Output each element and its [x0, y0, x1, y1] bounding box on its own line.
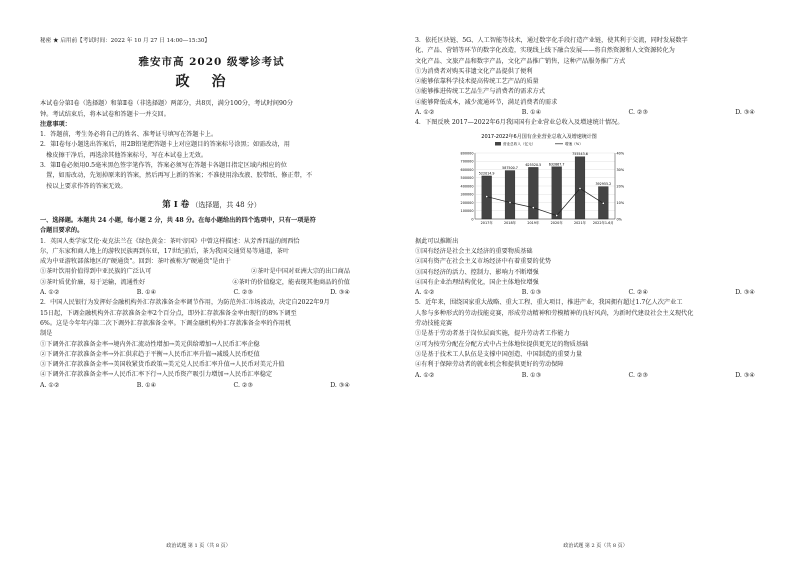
y2-tick-label: 10%: [616, 200, 625, 205]
q3-option: ②能够依靠科学技术提高传统工艺产品的质量: [415, 78, 539, 86]
instruction-line: 合题目要求的。: [40, 227, 84, 235]
note-line: 3．第Ⅱ卷必须用0.5毫米黑色签字笔作答，答案必须写在答题卡各题目指定区域内相应的位: [40, 162, 287, 170]
y2-tick-label: 20%: [616, 183, 625, 188]
section-subtitle: （选择题，共 48 分）: [191, 200, 261, 209]
x-tick-label: 2019年: [527, 220, 540, 225]
growth-series-line: [487, 188, 604, 215]
growth-point: [602, 202, 604, 204]
note-line: 按以上要求作答的答案无效。: [40, 182, 127, 190]
q1-option: ④茶叶的价值稳定，能表现其他商品的价值: [232, 278, 350, 286]
chart-title: 2017-2022年6月国有企业营业总收入及增速统计图: [481, 133, 597, 140]
bar-value-label: 392955.2: [595, 181, 612, 186]
q5-answer-c: C. ②③: [628, 371, 648, 379]
q3-stem: 文化产品、文旅产品和数字产品，文化产品推广销售，这种产品服务推广方式: [415, 57, 626, 65]
q4-answer-a: A. ①②: [415, 289, 435, 297]
x-tick-label: 2021年: [573, 220, 587, 225]
q5-answer-row: [415, 371, 755, 381]
intro-line: 本试卷分第Ⅰ卷（选择题）和第Ⅱ卷（非选择题）两部分，共8页，满分100分，考试时间90分: [40, 100, 294, 108]
growth-point: [579, 187, 581, 189]
q3-stem: 化、产品、营销等环节的数字化改造，实现线上线下融合发展——将自然资源和人文资源转化为: [415, 47, 675, 55]
q2-answer-a: A. ①②: [40, 381, 60, 389]
notes-title: 注意事项：: [40, 120, 71, 128]
q5-answer-d: D. ③④: [735, 371, 755, 379]
section-heading: [40, 198, 383, 210]
growth-point: [509, 201, 511, 203]
exam-title: 雅安市高 2020 级零诊考试: [138, 56, 285, 69]
q1-option: ②茶叶是中国对亚洲大宗的出口商品: [251, 268, 350, 276]
page-footer-left: 政治试题 第 1 页（共 8 页）: [166, 543, 231, 549]
q4-stem: 4．下图反映 2017—2022年6月我国国有企业营业总收入及增速统计情况。: [415, 119, 624, 127]
note-line: 置，如需改动，先划掉原来的答案，然后再写上新的答案；不准使用涂改液、胶带纸、修正带，不: [40, 172, 313, 180]
y-tick-label: 600000: [460, 167, 474, 172]
q2-answer-c: C. ②③: [233, 381, 253, 389]
q1-answer-d: D. ③④: [330, 289, 350, 297]
growth-point: [486, 195, 488, 197]
q3-option: ③能够推进传统工艺品生产与消费者的需求方式: [415, 88, 545, 96]
q1-answer-c: C. ②③: [233, 289, 253, 297]
q5-option: ①是基于劳动者基于岗位层面实施，提升劳动者工作能力: [415, 330, 570, 338]
bar: [528, 167, 538, 219]
chart-growth-line: [486, 187, 605, 216]
x-tick-label: 2020年: [550, 220, 563, 225]
x-tick-label: 2018年: [503, 220, 517, 225]
q4-option: ③国有经济的活力、控制力、影响力不断增强: [415, 268, 539, 276]
q1-stem: 1．英国人类学家艾伦·麦克法兰在《绿色黄金：茶叶帝国》中曾这样描述：从芳香四溢的闽西恰: [40, 237, 300, 245]
chart-bars: [482, 156, 608, 218]
y2-tick-label: 0%: [616, 216, 622, 221]
chart-y2-axis: [615, 151, 625, 221]
y2-tick-label: 40%: [616, 150, 625, 155]
q5-answer-b: B. ①③: [521, 371, 542, 379]
q3-option: ④能够降低成本，减少流通环节，满足消费者的需求: [415, 98, 558, 106]
x-tick-label: 2022年1-6月: [592, 220, 614, 225]
q5-stem: 劳动技能竞赛: [415, 320, 453, 328]
q5-option: ④有利于保障劳动者的就业机会和提供更好的劳动保障: [415, 361, 564, 369]
q5-answer-a: A. ①②: [415, 371, 435, 379]
q4-answer-d: D. ③④: [735, 289, 755, 297]
q1-option-row: [40, 278, 350, 288]
y-tick-label: 800000: [460, 150, 474, 155]
q2-stem: 制是: [40, 330, 53, 338]
chart-x-axis: [475, 219, 615, 225]
bar-value-label: 625520.5: [525, 162, 542, 167]
q1-stem: 尔，广东家和商人地上的游牧民族再到东亚，17世纪前后，茶为我国交通贸易等通道，茶叶: [40, 247, 290, 255]
x-tick-label: 2017年: [480, 220, 493, 225]
y-tick-label: 200000: [460, 200, 474, 205]
bar-value-label: 522014.9: [478, 171, 495, 176]
q4-lead: 据此可以推断出: [415, 237, 459, 245]
secret-line: 秘密 ★ 启用前【考试时间：2022 年 10 月 27 日 14:00—15:30】: [40, 38, 211, 44]
q3-answer-d: D. ③④: [735, 109, 755, 117]
q4-answer-c: C. ②④: [628, 289, 648, 297]
q1-option-row: [40, 267, 350, 277]
chart-legend: [495, 141, 583, 146]
y2-tick-label: 30%: [616, 167, 625, 172]
legend-bar-swatch: [495, 142, 501, 146]
q2-option: ②下调外汇存款准备金率→外汇供求趋于平衡→人民币汇率升值→减缓人民币贬值: [40, 350, 260, 358]
section-title: 第 Ⅰ 卷: [162, 199, 190, 210]
bar: [505, 170, 515, 218]
page-footer-right: 政治试题 第 2 页（共 8 页）: [563, 543, 628, 549]
bar-value-label: 632867.7: [548, 161, 565, 166]
subject-title: 政治: [175, 74, 248, 91]
legend-label: 营业总收入（亿元）: [503, 141, 536, 146]
y-tick-label: 0: [471, 216, 474, 221]
bar-value-label: 755543.6: [572, 151, 588, 156]
q5-stem: 人参与多种形式的劳动技能竞赛，形成劳动精神和劳模精神的良好风尚，为新时代建设社会主义现代化: [415, 309, 694, 317]
note-line: 橡皮擦干净后，再选涂其他答案标号，写在本试卷上无效。: [40, 151, 208, 159]
q4-option: ②国有资产在社会主义市场经济中有着重要的优势: [415, 258, 552, 266]
q3-answer-a: A. ①②: [415, 109, 435, 117]
instruction-line: 一、选择题。本题共 24 小题，每小题 2 分，共 48 分。在每小题给出的四个选项中，只有一项是符: [40, 216, 316, 224]
y-tick-label: 700000: [460, 159, 474, 164]
q5-option: ③是基于技术工人队伍是支撑中国创造、中国制造的重要力量: [415, 350, 583, 358]
q1-answer-row: [40, 288, 350, 298]
q4-answer-row: [415, 288, 755, 298]
q2-answer-d: D. ③④: [330, 381, 350, 389]
q3-option: ①为消费者对购买非遗文化产品提供了便利: [415, 67, 533, 75]
q1-option: ③茶叶质优价廉，易于运输，流通性好: [40, 278, 146, 286]
q3-answer-row: [415, 108, 755, 118]
y-tick-label: 500000: [460, 175, 474, 180]
growth-point: [532, 206, 534, 208]
y-tick-label: 100000: [460, 208, 474, 213]
legend-label: 增速（%）: [565, 141, 583, 146]
note-line: 1．答题前，考生务必将自己的姓名、准考证号填写在答题卡上。: [40, 131, 218, 139]
page-right: [397, 0, 794, 561]
q1-answer-b: B. ①④: [136, 289, 157, 297]
q4-option: ①国有经济是社会主义经济的重要物质基础: [415, 247, 533, 255]
note-line: 2．第Ⅰ卷每小题选出答案后，用2B铅笔把答题卡上对应题目的答案标号涂黑；如需改动，用: [40, 141, 290, 149]
q2-answer-b: B. ①④: [136, 381, 157, 389]
q1-answer-a: A. ①②: [40, 289, 60, 297]
y-tick-label: 400000: [460, 183, 474, 188]
q2-stem: 2．中国人民银行为发挥好金融机构外汇存款准备金率调节作用，为防范外汇市场波动，决定自2022年9月: [40, 299, 330, 307]
q2-option: ④下调外汇存款准备金率→人民币汇率下行→人民币资产吸引力增加→人民币汇率稳定: [40, 371, 273, 379]
bar-value-label: 587500.7: [502, 165, 518, 170]
q3-answer-b: B. ①④: [521, 109, 542, 117]
intro-line: 钟。考试结束后，将本试卷和答题卡一并交回。: [40, 110, 170, 118]
q5-option: ②可为按劳分配在分配方式中占主体地位提供更充足的物质基础: [415, 340, 589, 348]
revenue-chart: [447, 131, 632, 233]
growth-point: [556, 214, 558, 216]
q4-option: ④国有企业治理结构优化，国企主体地位增强: [415, 278, 539, 286]
q2-option: ③下调外汇存款准备金率→美国收紧货币政策→美元兑人民币汇率升值→人民币对美元升值: [40, 361, 285, 369]
q5-stem: 5．近年来，围绕国家重大战略、重大工程、重大项目，推进产业，我国拥有超过1.7亿人次产业工: [415, 299, 683, 307]
q2-stem: 6%。这是今年年内第二次下调外汇存款准备金率。下调金融机构外汇存款准备金率的作用机: [40, 319, 292, 327]
q2-stem: 15日起，下调金融机构外汇存款准备金率2个百分点，即外汇存款准备金率由现行的8%下调至: [40, 309, 297, 317]
q2-answer-row: [40, 381, 350, 391]
q3-stem: 3．依托区块链、5G、人工智能等技术，通过数字化手段打造产业链，使其利于交流，同时发展数字: [415, 37, 688, 44]
q3-answer-c: C. ②③: [628, 109, 648, 117]
q4-answer-b: B. ①③: [521, 289, 542, 297]
y-tick-label: 300000: [460, 192, 474, 197]
q1-stem: 成为中亚游牧部落地区的"硬通货"。回到：茶叶被称为"硬通货"是由于: [40, 258, 231, 266]
q2-option: ①下调外汇存款准备金率→境内外汇流动性增加→美元供给增加→人民币汇率企稳: [40, 340, 260, 348]
chart-value-labels: [479, 152, 611, 186]
q1-option: ①茶叶饮用价值得到中亚民族的广泛认可: [40, 268, 152, 276]
